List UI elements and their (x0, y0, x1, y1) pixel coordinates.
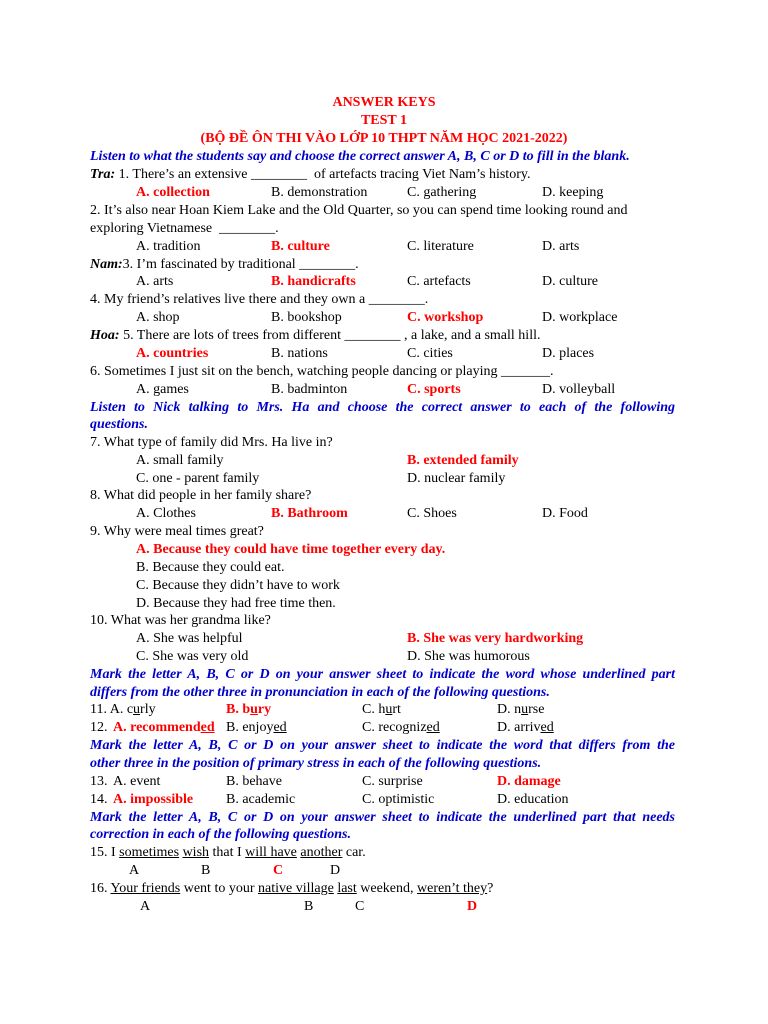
q5-speaker: Hoa: (90, 328, 120, 343)
q3-option-c: C. artefacts (407, 274, 471, 289)
q3-stem (90, 256, 359, 274)
q4-option-b: B. bookshop (271, 310, 342, 325)
q11-d-part3: rse (528, 702, 545, 717)
q15-label-a: A (129, 863, 140, 878)
q2-stem-line2: exploring Vietnamese ________. (90, 221, 279, 236)
q12-option-d (497, 719, 554, 737)
q12-a-underlined: ed (200, 720, 215, 735)
q13-option-b: B. behave (226, 774, 282, 789)
section2-instruction-line2: questions. (90, 417, 148, 432)
q14-option-d: D. education (497, 792, 569, 807)
q13-option-d: D. damage (497, 774, 561, 789)
q10-option-b: B. She was very hardworking (407, 631, 584, 646)
q15-underlined-b: wish (182, 845, 210, 860)
q15-text-5: car. (342, 845, 366, 860)
q11-d-part1: D. n (497, 702, 522, 717)
q12-b-underlined: ed (273, 720, 287, 735)
q6-option-b: B. badminton (271, 382, 348, 397)
q9-option-b: B. Because they could eat. (136, 560, 285, 575)
q5-stem (90, 327, 540, 345)
q14-number: 14. (90, 792, 108, 807)
section1-instruction: Listen to what the students say and choose the correct answer A, B, C or D to fill in the blank. (90, 149, 630, 164)
q9-option-c: C. Because they didn’t have to work (136, 578, 340, 593)
q16-text-2: went to your (180, 881, 258, 896)
q10-option-a: A. She was helpful (136, 631, 243, 646)
q2-option-b: B. culture (271, 239, 330, 254)
q3-option-a: A. arts (136, 274, 174, 289)
q16-text-1: 16. (90, 881, 111, 896)
q1-text: 1. There’s an extensive ________ of artefacts tracing Viet Nam’s history. (115, 167, 531, 182)
q13-option-a: A. event (113, 774, 161, 789)
q15-text-1: 15. I (90, 845, 120, 860)
q9-stem: 9. Why were meal times great? (90, 524, 264, 539)
q10-option-c: C. She was very old (136, 649, 249, 664)
q11-c-part1: C. h (362, 702, 386, 717)
q12-number: 12. (90, 720, 108, 735)
q3-option-b: B. handicrafts (271, 274, 356, 289)
q4-stem: 4. My friend’s relatives live there and they own a ________. (90, 292, 429, 307)
q15-underlined-c: will have (245, 845, 297, 860)
q15-underlined-a: sometimes (119, 845, 180, 860)
q11-c-part3: rt (392, 702, 401, 717)
q16-sentence (90, 880, 493, 898)
section5-instruction-line1: Mark the letter A, B, C or D on your answer sheet to indicate the underlined part that needs (90, 810, 675, 825)
q8-option-b: B. Bathroom (271, 506, 348, 521)
q14-option-c: C. optimistic (362, 792, 435, 807)
q16-underlined-c: last (337, 881, 357, 896)
q11-number: 11. (90, 702, 107, 717)
q15-underlined-d: another (300, 845, 343, 860)
q14-option-b: B. academic (226, 792, 296, 807)
q4-option-d: D. workplace (542, 310, 618, 325)
q2-option-c: C. literature (407, 239, 474, 254)
q13-option-c: C. surprise (362, 774, 423, 789)
section4-instruction-line1: Mark the letter A, B, C or D on your answer sheet to indicate the word that differs from the (90, 738, 675, 753)
q16-underlined-b: native village (258, 881, 334, 896)
q11-b-underlined: u (250, 702, 258, 717)
q2-stem-line1: 2. It’s also near Hoan Kiem Lake and the Old Quarter, so you can spend time looking round and (90, 203, 628, 218)
q12-option-c (362, 719, 440, 737)
q5-option-d: D. places (542, 346, 595, 361)
q11-option-a (90, 701, 156, 719)
q16-label-a: A (140, 899, 151, 914)
q5-option-c: C. cities (407, 346, 453, 361)
q4-option-a: A. shop (136, 310, 180, 325)
section2-instruction-line1: Listen to Nick talking to Mrs. Ha and choose the correct answer to each of the following (90, 400, 675, 415)
q13-number: 13. (90, 774, 108, 789)
q7-option-c: C. one - parent family (136, 471, 260, 486)
section4-instruction-line2: other three in the position of primary stress in each of the following questions. (90, 756, 542, 771)
q1-option-b: B. demonstration (271, 185, 368, 200)
q9-option-d: D. Because they had free time then. (136, 596, 336, 611)
q15-text-3: that I (209, 845, 246, 860)
q16-label-b: B (304, 899, 314, 914)
q1-option-d: D. keeping (542, 185, 604, 200)
q16-underlined-d: weren’t they (417, 881, 488, 896)
q12-c-part1: C. recogniz (362, 720, 427, 735)
q12-d-underlined: ed (540, 720, 554, 735)
q10-option-d: D. She was humorous (407, 649, 530, 664)
q12-a-part1: A. recommend (113, 720, 201, 735)
q11-d-underlined: u (521, 702, 529, 717)
q10-stem: 10. What was her grandma like? (90, 613, 271, 628)
q7-option-b: B. extended family (407, 453, 519, 468)
q5-text: 5. There are lots of trees from different ________ , a lake, and a small hill. (119, 328, 541, 343)
q2-option-d: D. arts (542, 239, 580, 254)
q8-option-a: A. Clothes (136, 506, 196, 521)
q16-text-4: weekend, (356, 881, 418, 896)
header-test: TEST 1 (360, 113, 408, 128)
q16-label-c: C (355, 899, 365, 914)
q7-option-a: A. small family (136, 453, 224, 468)
q3-option-d: D. culture (542, 274, 598, 289)
q8-option-c: C. Shoes (407, 506, 457, 521)
q11-b-part1: B. b (226, 702, 251, 717)
q11-c-underlined: u (385, 702, 393, 717)
q6-option-c: C. sports (407, 382, 461, 397)
q1-option-a: A. collection (136, 185, 210, 200)
q11-b-part3: ry (257, 702, 272, 717)
q11-option-c (362, 701, 401, 719)
section5-instruction-line2: correction in each of the following questions. (90, 827, 351, 842)
section3-instruction-line2: differs from the other three in pronunciation in each of the following questions. (90, 685, 550, 700)
q16-text-5: ? (487, 881, 494, 896)
q12-option-a (113, 719, 215, 737)
q1-stem (90, 166, 530, 184)
q4-option-c: C. workshop (407, 310, 484, 325)
q6-option-d: D. volleyball (542, 382, 616, 397)
q14-option-a: A. impossible (113, 792, 194, 807)
q7-stem: 7. What type of family did Mrs. Ha live in? (90, 435, 333, 450)
q5-option-b: B. nations (271, 346, 328, 361)
q6-stem: 6. Sometimes I just sit on the bench, watching people dancing or playing _______. (90, 364, 554, 379)
q11-a-underlined: u (133, 702, 141, 717)
q15-sentence (90, 844, 366, 862)
q16-underlined-a: Your friends (110, 881, 181, 896)
q12-c-underlined: ed (426, 720, 440, 735)
q3-speaker: Nam: (90, 257, 123, 272)
q7-option-d: D. nuclear family (407, 471, 506, 486)
header-title: ANSWER KEYS (332, 95, 436, 110)
q16-label-d: D (467, 899, 478, 914)
q15-label-d: D (330, 863, 341, 878)
q12-b-part1: B. enjoy (226, 720, 274, 735)
q15-label-b: B (201, 863, 211, 878)
q2-option-a: A. tradition (136, 239, 201, 254)
q1-speaker: Tra: (90, 167, 116, 182)
q12-d-part1: D. arriv (497, 720, 541, 735)
q11-a-part3: rly (140, 702, 156, 717)
q1-option-c: C. gathering (407, 185, 477, 200)
q11-a-part1: A. c (106, 702, 134, 717)
q9-option-a: A. Because they could have time together every day. (136, 542, 446, 557)
q6-option-a: A. games (136, 382, 189, 397)
q5-option-a: A. countries (136, 346, 209, 361)
q8-option-d: D. Food (542, 506, 588, 521)
section3-instruction-line1: Mark the letter A, B, C or D on your answer sheet to indicate the word whose underlined part (90, 667, 675, 682)
header-subtitle: (BỘ ĐỀ ÔN THI VÀO LỚP 10 THPT NĂM HỌC 2021-2022) (200, 131, 568, 146)
q11-option-b (226, 701, 271, 719)
q3-text: 3. I’m fascinated by traditional ________. (122, 257, 359, 272)
q12-option-b (226, 719, 287, 737)
q11-option-d (497, 701, 544, 719)
q15-label-c: C (273, 863, 284, 878)
q8-stem: 8. What did people in her family share? (90, 488, 312, 503)
